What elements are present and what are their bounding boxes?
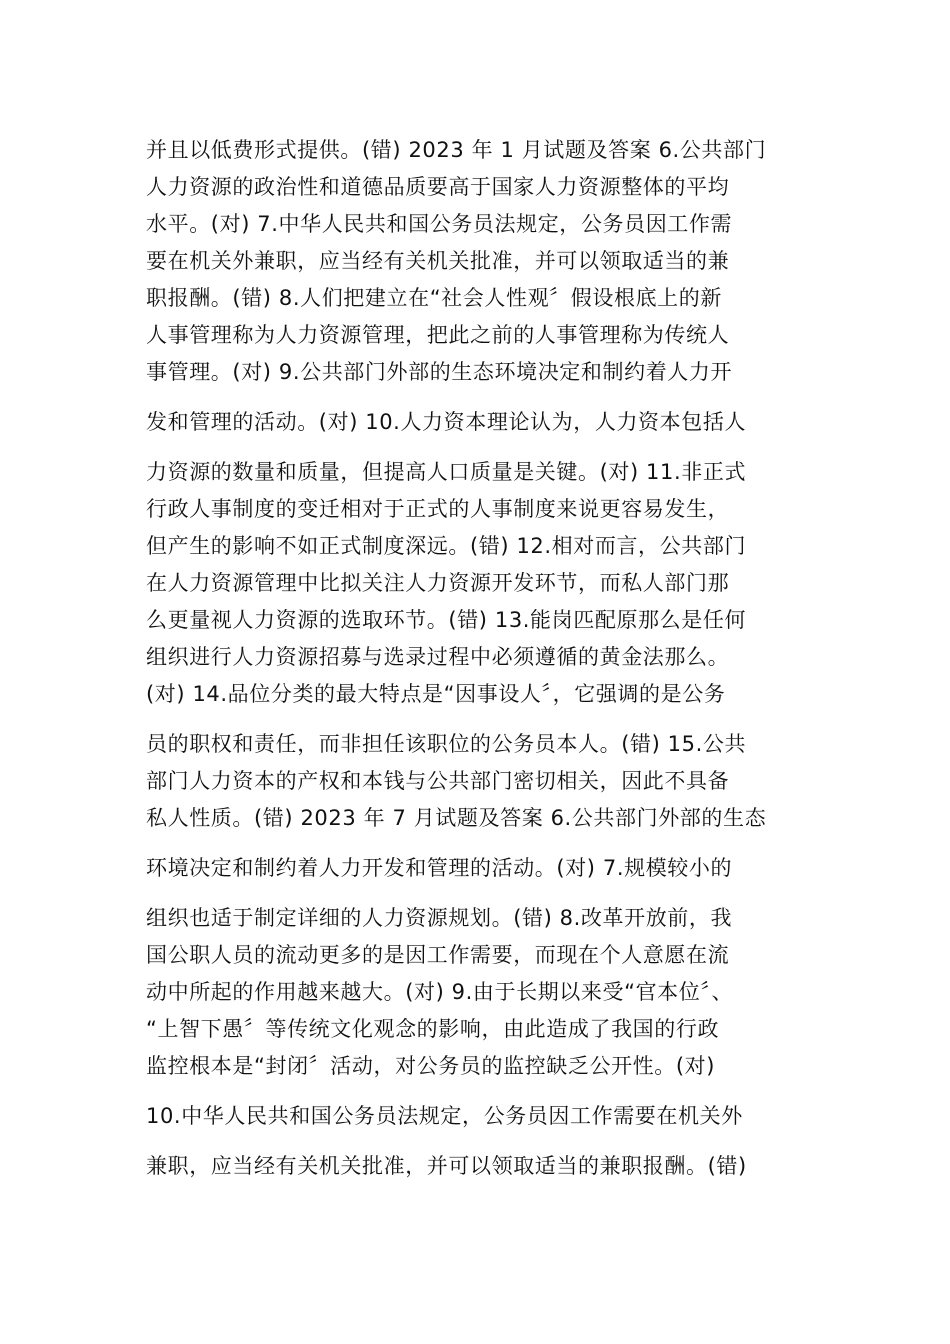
text-line: 力资源的数量和质量，但提高人口质量是关键。(对) 11.非正式 [146,460,747,484]
text-line: “上智下愚〞等传统文化观念的影响，由此造成了我国的行政 [146,1017,720,1041]
text-line: 组织进行人力资源招募与选录过程中必须遵循的黄金法那么。 [146,645,730,669]
text-line: 发和管理的活动。(对) 10.人力资本理论认为，人力资本包括人 [146,410,747,434]
text-line: 私人性质。(错) 2023 年 7 月试题及答案 6.公共部门外部的生态 [146,806,767,830]
text-line: 监控根本是“封闭〞活动，对公务员的监控缺乏公开性。(对) [146,1054,716,1078]
text-line: 行政人事制度的变迁相对于正式的人事制度来说更容易发生， [146,497,730,521]
text-line: 国公职人员的流动更多的是因工作需要，而现在个人意愿在流 [146,943,730,967]
text-line: 组织也适于制定详细的人力资源规划。(错) 8.改革开放前，我 [146,906,733,930]
text-line: 在人力资源管理中比拟关注人力资源开发环节，而私人部门那 [146,571,730,595]
text-line: 么更量视人力资源的选取环节。(错) 13.能岗匹配原那么是任何 [146,608,747,632]
text-line: 环境决定和制约着人力开发和管理的活动。(对) 7.规模较小的 [146,856,733,880]
text-line: 动中所起的作用越来越大。(对) 9.由于长期以来受“官本位〞、 [146,980,734,1004]
text-line: 但产生的影响不如正式制度深远。(错) 12.相对而言，公共部门 [146,534,747,558]
text-line: 部门人力资本的产权和本钱与公共部门密切相关，因此不具备 [146,769,730,793]
text-line: 职报酬。(错) 8.人们把建立在“社会人性观〞假设根底上的新 [146,286,722,310]
text-line: 兼职，应当经有关机关批准，并可以领取适当的兼职报酬。(错) [146,1154,747,1178]
text-line: 10.中华人民共和国公务员法规定，公务员因工作需要在机关外 [146,1104,743,1128]
text-line: 水平。(对) 7.中华人民共和国公务员法规定，公务员因工作需 [146,212,733,236]
text-line: 员的职权和责任，而非担任该职位的公务员本人。(错) 15.公共 [146,732,747,756]
text-line: 事管理。(对) 9.公共部门外部的生态环境决定和制约着人力开 [146,360,733,384]
text-line: 要在机关外兼职，应当经有关机关批准，并可以领取适当的兼 [146,249,730,273]
text-line: 人事管理称为人力资源管理，把此之前的人事管理称为传统人 [146,323,730,347]
text-line: 并且以低费形式提供。(错) 2023 年 1 月试题及答案 6.公共部门 [146,138,767,162]
text-line: 人力资源的政治性和道德品质要高于国家人力资源整体的平均 [146,175,730,199]
text-line: (对) 14.品位分类的最大特点是“因事设人〞，它强调的是公务 [146,682,726,706]
